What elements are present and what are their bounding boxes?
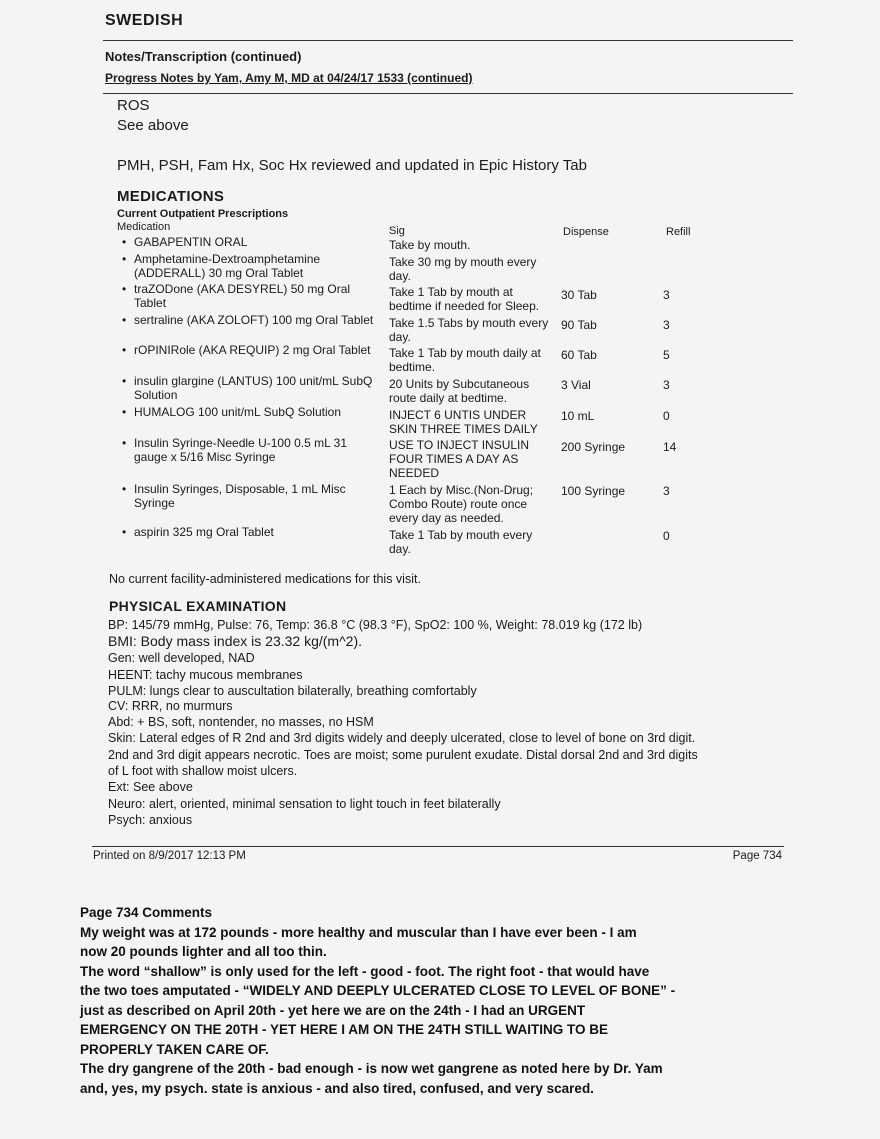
- medication-dispense: 100 Syringe: [561, 484, 626, 498]
- medication-name: HUMALOG 100 unit/mL SubQ Solution: [134, 405, 341, 419]
- comments-title: Page 734 Comments: [80, 905, 213, 920]
- medication-sig: 1 Each by Misc.(Non-Drug; Combo Route) route once every day as needed.: [389, 483, 534, 525]
- medication-name: traZODone (AKA DESYREL) 50 mg Oral Tablet: [134, 282, 351, 310]
- physical-exam-heading: PHYSICAL EXAMINATION: [109, 598, 287, 614]
- medication-dispense: 200 Syringe: [561, 440, 626, 454]
- medications-heading: MEDICATIONS: [117, 188, 225, 205]
- hospital-name: SWEDISH: [105, 12, 184, 29]
- bullet: •: [122, 343, 127, 357]
- comment-line: PROPERLY TAKEN CARE OF.: [80, 1041, 269, 1057]
- progress-notes-rule: [103, 93, 793, 94]
- ros-value: See above: [117, 117, 189, 134]
- bmi-line: BMI: Body mass index is 23.32 kg/(m^2).: [108, 633, 362, 649]
- medication-name: rOPINIRole (AKA REQUIP) 2 mg Oral Tablet: [134, 343, 371, 357]
- ros-heading: ROS: [117, 97, 150, 114]
- medication-refill: 3: [663, 378, 670, 392]
- medication-refill: 0: [663, 529, 670, 543]
- medication-sig: 20 Units by Subcutaneous route daily at bedtime.: [389, 377, 530, 405]
- exam-line: Skin: Lateral edges of R 2nd and 3rd digits widely and deeply ulcerated, close to level of bone on 3rd digit.: [108, 731, 696, 745]
- comments-block: [80, 903, 780, 1098]
- exam-line: Ext: See above: [108, 780, 193, 794]
- current-prescriptions-label: Current Outpatient Prescriptions: [117, 208, 289, 220]
- column-header-refill: Refill: [666, 226, 691, 238]
- exam-line: HEENT: tachy mucous membranes: [108, 668, 303, 682]
- medication-sig: Take 30 mg by mouth every day.: [389, 255, 537, 283]
- progress-notes-header: Progress Notes by Yam, Amy M, MD at 04/24/17 1533 (continued): [105, 71, 473, 85]
- medication-refill: 14: [663, 440, 677, 454]
- bullet: •: [122, 252, 127, 266]
- bullet: •: [122, 313, 127, 327]
- medication-sig: Take 1.5 Tabs by mouth every day.: [389, 316, 549, 344]
- column-header-medication: Medication: [117, 221, 171, 233]
- medication-name: GABAPENTIN ORAL: [134, 235, 248, 249]
- medication-dispense: 3 Vial: [561, 378, 591, 392]
- exam-line: of L foot with shallow moist ulcers.: [108, 764, 298, 778]
- medication-sig: USE TO INJECT INSULIN FOUR TIMES A DAY AS NEEDED: [389, 438, 530, 480]
- bullet: •: [122, 282, 127, 296]
- medication-name: Insulin Syringes, Disposable, 1 mL Misc Syringe: [134, 482, 346, 510]
- bullet: •: [122, 374, 127, 388]
- medication-refill: 5: [663, 348, 670, 362]
- medication-sig: Take 1 Tab by mouth daily at bedtime.: [389, 346, 541, 374]
- comment-line: the two toes amputated - “WIDELY AND DEEPLY ULCERATED CLOSE TO LEVEL OF BONE” -: [80, 983, 676, 998]
- comment-line: The word “shallow” is only used for the left - good - foot. The right foot - that would have: [80, 963, 650, 979]
- medication-sig: Take 1 Tab by mouth every day.: [389, 528, 533, 556]
- exam-line: Neuro: alert, oriented, minimal sensation to light touch in feet bilaterally: [108, 797, 501, 811]
- page-number: Page 734: [732, 850, 782, 862]
- exam-line: Gen: well developed, NAD: [108, 651, 255, 665]
- vitals-line: BP: 145/79 mmHg, Pulse: 76, Temp: 36.8 °C (98.3 °F), SpO2: 100 %, Weight: 78.019 kg (172 lb): [108, 618, 643, 632]
- column-header-dispense: Dispense: [563, 226, 609, 238]
- bullet: •: [122, 482, 127, 496]
- medication-refill: 0: [663, 409, 670, 423]
- medication-dispense: 60 Tab: [561, 348, 597, 362]
- medication-name: Amphetamine-Dextroamphetamine (ADDERALL) 30 mg Oral Tablet: [134, 252, 321, 280]
- medication-sig: Take by mouth.: [389, 238, 471, 252]
- medication-dispense: 30 Tab: [561, 288, 597, 302]
- medication-sig: Take 1 Tab by mouth at bedtime if needed for Sleep.: [389, 285, 540, 313]
- medication-dispense: 90 Tab: [561, 318, 597, 332]
- exam-line: PULM: lungs clear to auscultation bilaterally, breathing comfortably: [108, 684, 477, 698]
- medication-name: insulin glargine (LANTUS) 100 unit/mL SubQ Solution: [134, 374, 373, 402]
- no-facility-meds-note: No current facility-administered medications for this visit.: [109, 572, 421, 586]
- medication-sig: INJECT 6 UNTIS UNDER SKIN THREE TIMES DAILY: [389, 408, 538, 436]
- comment-line: just as described on April 20th - yet here we are on the 24th - I had an URGENT: [80, 1002, 586, 1018]
- medication-dispense: 10 mL: [561, 409, 595, 423]
- footer-rule: [92, 846, 784, 847]
- header-rule: [103, 40, 793, 41]
- printed-date: Printed on 8/9/2017 12:13 PM: [93, 850, 246, 862]
- comment-line: now 20 pounds lighter and all too thin.: [80, 944, 327, 959]
- medication-name: aspirin 325 mg Oral Tablet: [134, 525, 274, 539]
- bullet: •: [122, 525, 127, 539]
- column-header-sig: Sig: [389, 225, 405, 237]
- bullet: •: [122, 436, 127, 450]
- comment-line: My weight was at 172 pounds - more healthy and muscular than I have ever been - I am: [80, 924, 637, 940]
- medication-refill: 3: [663, 484, 670, 498]
- comment-line: The dry gangrene of the 20th - bad enough - is now wet gangrene as noted here by Dr. Yam: [80, 1061, 663, 1076]
- exam-line: CV: RRR, no murmurs: [108, 699, 233, 713]
- exam-line: 2nd and 3rd digit appears necrotic. Toes are moist; some purulent exudate. Distal dorsal 2nd and 3rd digits: [108, 748, 698, 762]
- bullet: •: [122, 235, 127, 249]
- medication-refill: 3: [663, 318, 670, 332]
- comment-line: EMERGENCY ON THE 20TH - YET HERE I AM ON THE 24TH STILL WAITING TO BE: [80, 1022, 609, 1037]
- bullet: •: [122, 405, 127, 419]
- medication-refill: 3: [663, 288, 670, 302]
- section-title: Notes/Transcription (continued): [105, 49, 302, 64]
- comment-line: and, yes, my psych. state is anxious - and also tired, confused, and very scared.: [80, 1080, 594, 1096]
- medication-name: Insulin Syringe-Needle U-100 0.5 mL 31 gauge x 5/16 Misc Syringe: [134, 436, 348, 464]
- medication-name: sertraline (AKA ZOLOFT) 100 mg Oral Tablet: [134, 313, 374, 327]
- exam-line: Abd: + BS, soft, nontender, no masses, no HSM: [108, 715, 374, 729]
- history-review-line: PMH, PSH, Fam Hx, Soc Hx reviewed and updated in Epic History Tab: [117, 157, 587, 174]
- exam-line: Psych: anxious: [108, 813, 193, 827]
